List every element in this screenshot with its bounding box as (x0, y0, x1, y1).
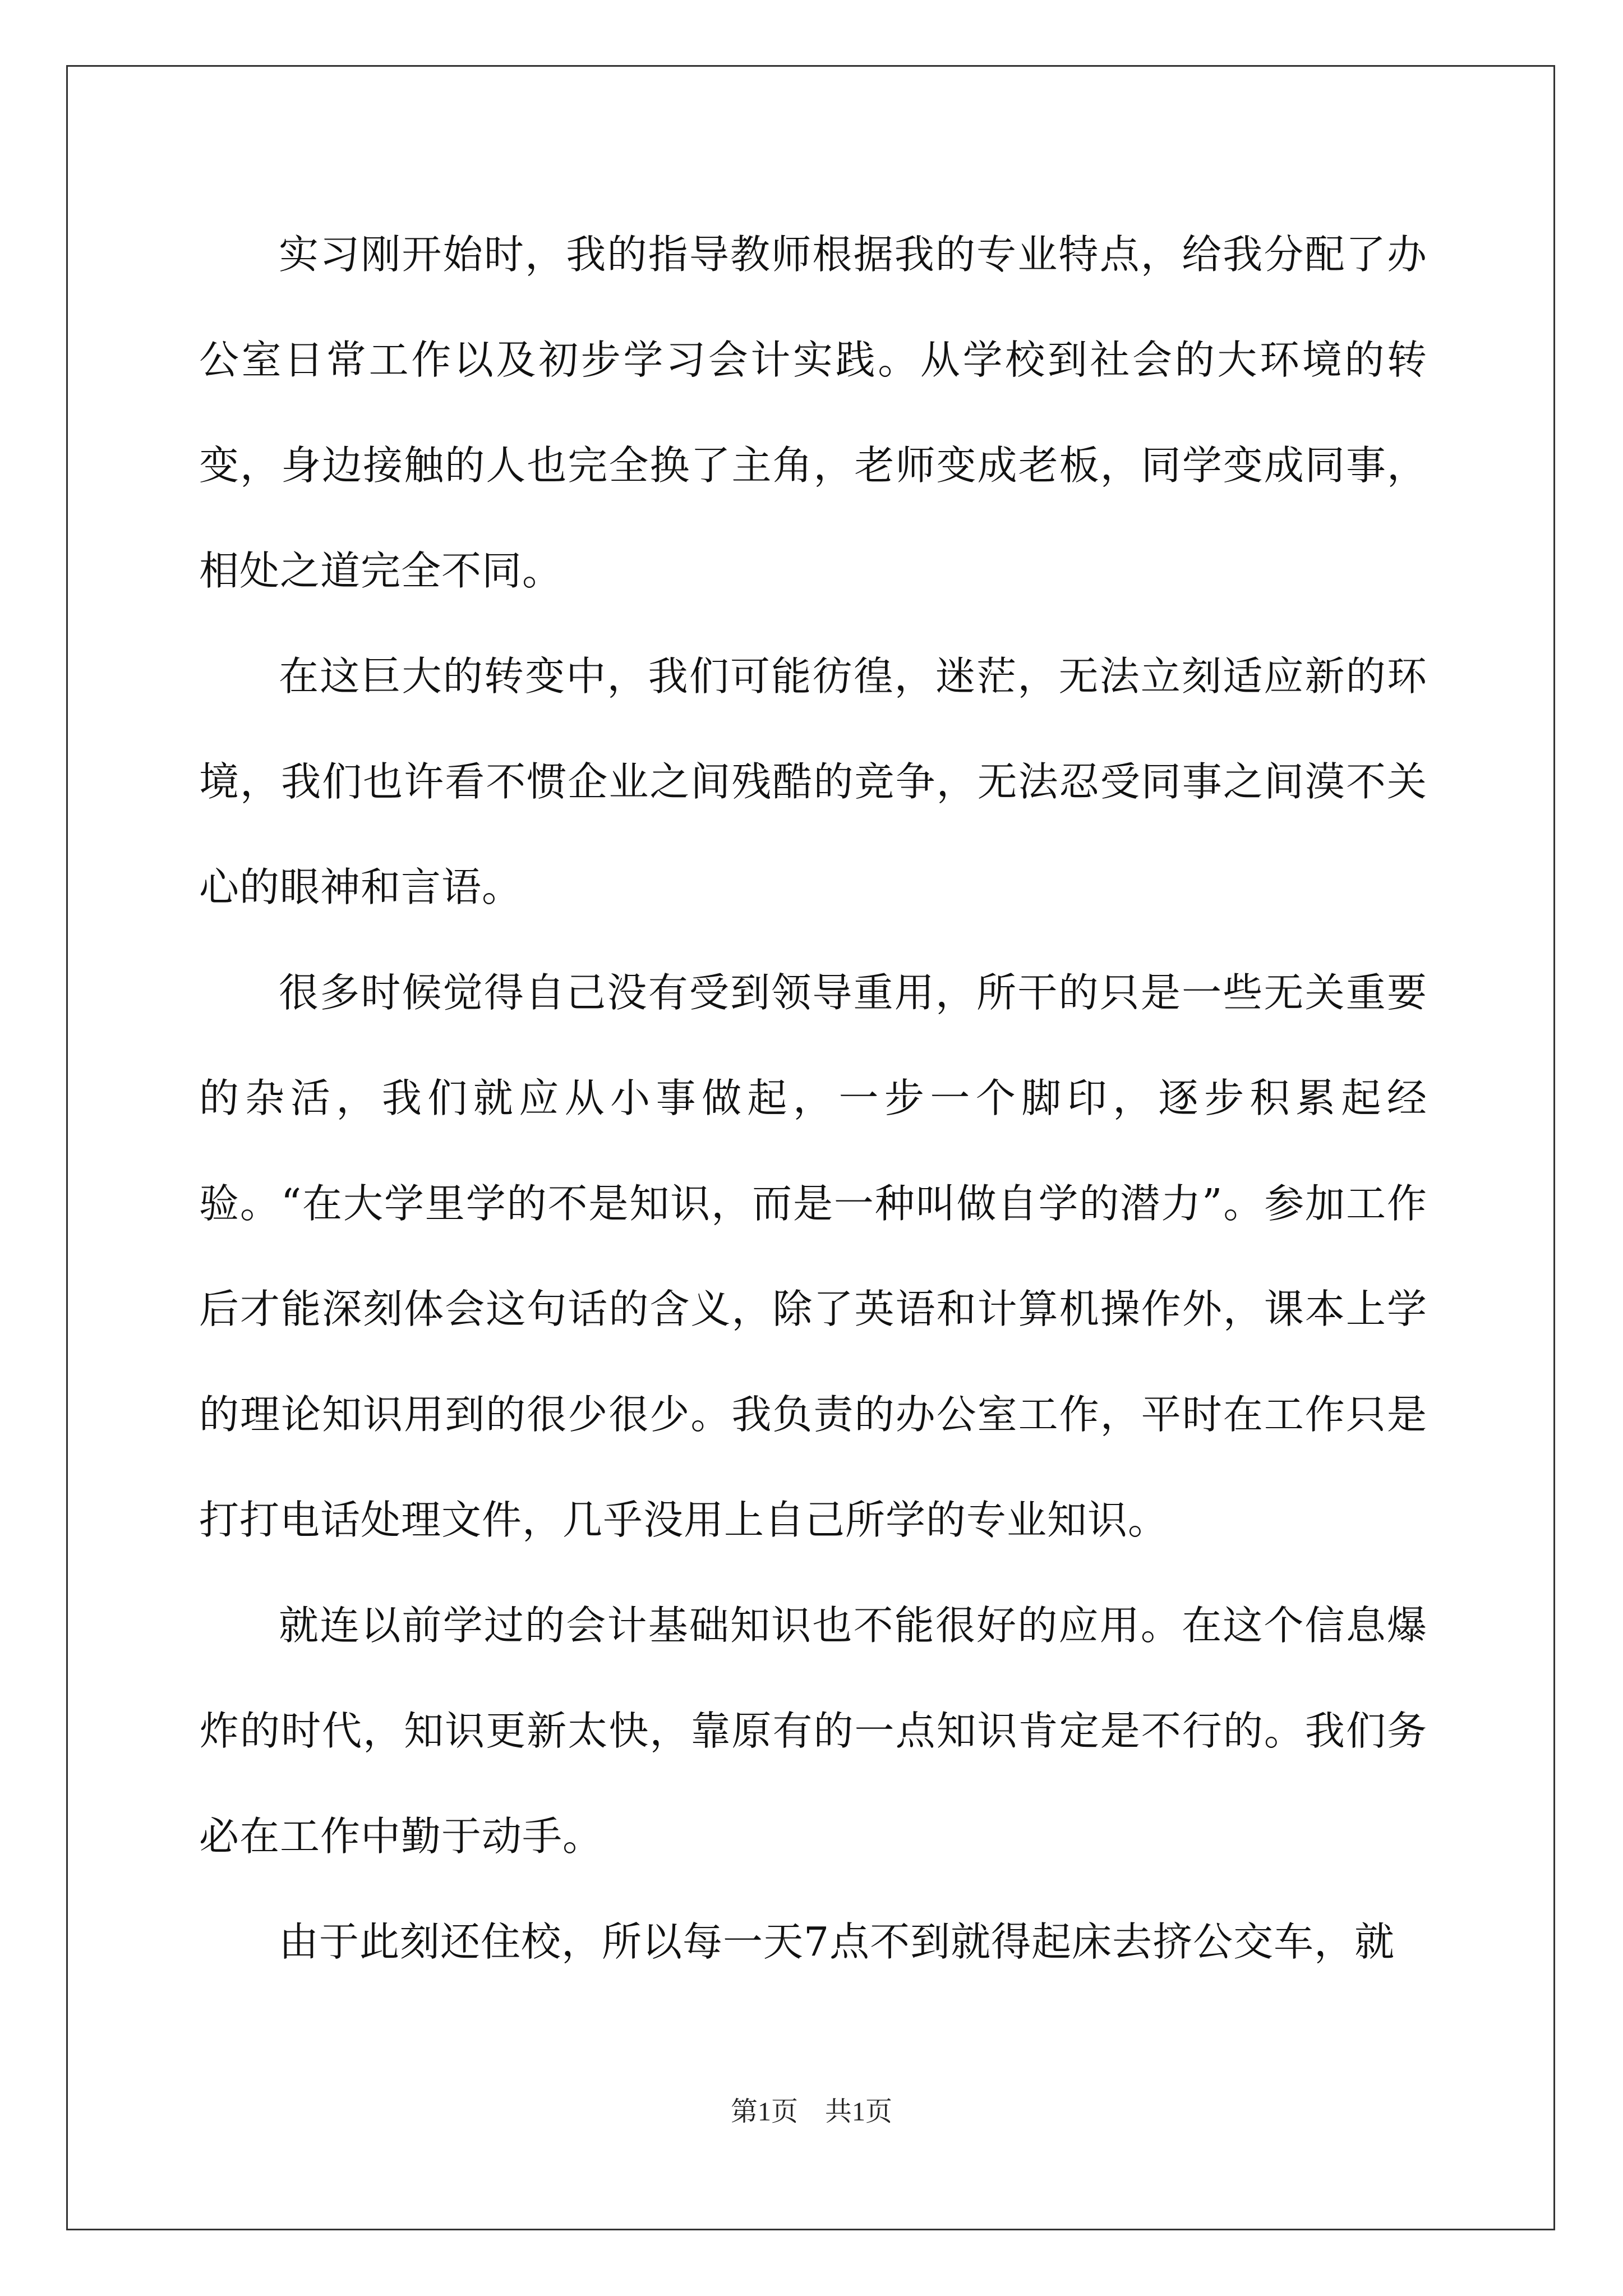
page-number-total: 共1页 (825, 2097, 893, 2127)
paragraph-4: 就连以前学过的会计基础知识也不能很好的应用。在这个信息爆炸的时代，知识更新太快，靠原有的一点知识肯定是不行的。我们务必在工作中勤于动手。 (199, 1602, 1427, 1860)
paragraph-5: 由于此刻还住校，所以每一天7点不到就得起床去挤公交车，就 (279, 1918, 1395, 1965)
document-body (199, 202, 1427, 1995)
page-footer (0, 2090, 1623, 2128)
page-number-current: 第1页 (730, 2097, 798, 2127)
paragraph-1: 实习刚开始时，我的指导教师根据我的专业特点，给我分配了办公室日常工作以及初步学习会计实践。从学校到社会的大环境的转变，身边接触的人也完全换了主角，老师变成老板，同学变成同事，相处之道完全不同。 (199, 231, 1427, 594)
paragraph-2: 在这巨大的转变中，我们可能彷徨，迷茫，无法立刻适应新的环境，我们也许看不惯企业之间残酷的竞争，无法忍受同事之间漠不关心的眼神和言语。 (199, 653, 1427, 910)
paragraph-3: 很多时候觉得自己没有受到领导重用，所干的只是一些无关重要的杂活，我们就应从小事做起，一步一个脚印，逐步积累起经验。“在大学里学的不是知识，而是一种叫做自学的潜力”。参加工作后才能深刻体会这句话的含义，除了英语和计算机操作外，课本上学的理论知识用到的很少很少。我负责的办公室工作，平时在工作只是打打电话处理文件，几乎没用上自己所学的专业知识。 (199, 969, 1427, 1543)
